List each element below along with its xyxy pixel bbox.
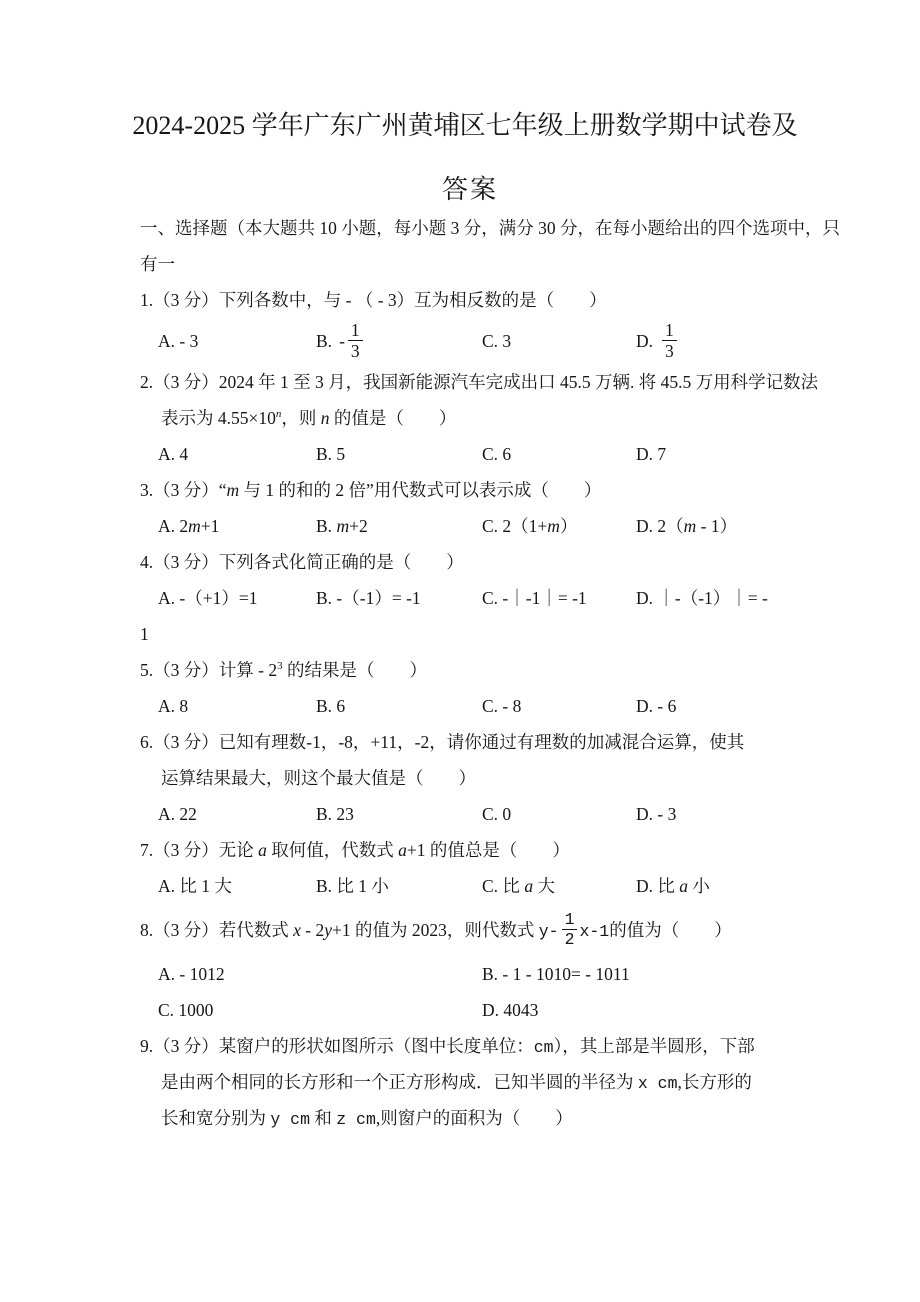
variable-y: y: [324, 920, 333, 940]
question-8-options-row-2: [140, 992, 800, 1028]
text-segment: ，则: [281, 408, 321, 428]
fraction-one-half: $\frac{1}{2}$: [562, 911, 578, 949]
document-title-line-1: 2024-2025 学年广东广州黄埔区七年级上册数学期中试卷及: [132, 111, 798, 140]
option-label: D.: [636, 331, 654, 351]
variable-x: x: [293, 920, 301, 940]
variable-a: a: [679, 876, 689, 896]
question-4-stem: 4.（3 分）下列各式化简正确的是（ ）: [140, 552, 464, 572]
fraction-one-third: $\frac{1}{3}$: [348, 321, 363, 361]
question-7-options: [140, 868, 800, 904]
text-segment: ），其上部是半圆形，下部: [553, 1036, 755, 1056]
question-7-stem: [140, 832, 800, 868]
measure-z-cm: z cm: [336, 1110, 376, 1129]
question-3-option-a: A. 2m+1: [158, 516, 220, 536]
question-6-option-d: D. - 3: [636, 804, 677, 824]
text-segment: +1 的值总是（ ）: [406, 840, 570, 860]
question-5-option-c: C. - 8: [482, 696, 522, 716]
text-segment: 与 1 的和的 2 倍”用代数式可以表示成（ ）: [239, 480, 602, 500]
question-6-option-c: C. 0: [482, 804, 512, 824]
question-6-options: [140, 796, 800, 832]
variable-n: n: [320, 408, 330, 428]
question-2-option-a: A. 4: [158, 444, 189, 464]
question-3-options: [140, 508, 800, 544]
question-9-stem-line-1: [140, 1028, 800, 1064]
text-segment: 的结果是（ ）: [282, 660, 427, 680]
text-segment: 7.（3 分）无论: [140, 840, 259, 860]
question-6-option-b: B. 23: [316, 804, 354, 824]
question-7-option-c: C. 比 a 大: [482, 876, 555, 896]
question-5-option-b: B. 6: [316, 696, 346, 716]
question-7-option-d: D. 比 a 小: [636, 876, 710, 896]
text-segment: 取何值，代数式: [266, 840, 399, 860]
text-segment: 5.（3 分）计算 - 2: [140, 660, 278, 680]
question-4-options: [140, 580, 800, 616]
question-5-stem: [140, 652, 800, 688]
question-9-stem-line-3: [140, 1100, 800, 1136]
variable-m: m: [336, 516, 350, 536]
text-segment: - 2: [300, 920, 325, 940]
question-7-option-a: A. 比 1 大: [158, 876, 232, 896]
text-segment: 长和宽分别为: [161, 1108, 271, 1128]
variable-y: y: [538, 922, 549, 941]
question-1-option-b: [316, 318, 365, 364]
question-2-options: [140, 436, 800, 472]
question-5-option-a: A. 8: [158, 696, 189, 716]
section-1-heading: 一、选择题（本大题共 10 小题，每小题 3 分，满分 30 分，在每小题给出的四个选项中，只: [140, 218, 840, 238]
question-1-option-d: [636, 318, 679, 364]
question-2-option-d: D. 7: [636, 444, 667, 464]
section-1-heading-continuation: 有一: [140, 254, 175, 274]
question-2-option-b: B. 5: [316, 444, 346, 464]
variable-m: m: [683, 516, 697, 536]
question-4-option-c: C. -｜-1｜= -1: [482, 588, 587, 608]
text-segment: ,长方形的: [677, 1072, 752, 1092]
question-8-option-b: B. - 1 - 1010= - 1011: [482, 964, 630, 984]
question-8-options-row-1: [140, 956, 800, 992]
question-6-stem-line-1: 6.（3 分）已知有理数-1，-8，+11，-2，请你通过有理数的加减混合运算，使其: [140, 732, 745, 752]
unit-cm: cm: [533, 1038, 554, 1057]
question-4-option-d: D. ｜-（-1）｜= -: [636, 588, 768, 608]
question-7-option-b: B. 比 1 小: [316, 876, 389, 896]
question-8-option-a: A. - 1012: [158, 964, 225, 984]
question-3-stem: [140, 472, 800, 508]
text-segment: +1 的值为 2023，则代数式: [332, 920, 539, 940]
expression-x-minus-1: x-1: [579, 922, 610, 941]
fraction-one-third: $\frac{1}{3}$: [662, 321, 677, 361]
exponent-3: 3: [277, 660, 283, 672]
text-segment: 表示为 4.55×10: [161, 408, 276, 428]
question-6-option-a: A. 22: [158, 804, 197, 824]
question-5-options: [140, 688, 800, 724]
text-segment: 3.（3 分）“: [140, 480, 227, 500]
variable-a: a: [258, 840, 267, 860]
question-1-option-a: A. - 3: [158, 331, 199, 351]
question-8-stem: [140, 904, 800, 956]
question-2-option-c: C. 6: [482, 444, 512, 464]
variable-a: a: [398, 840, 407, 860]
question-4-option-a: A. -（+1）=1: [158, 588, 258, 608]
text-segment: 是由两个相同的长方形和一个正方形构成．已知半圆的半径为: [161, 1072, 638, 1092]
question-2-stem-line-2: [140, 400, 800, 436]
question-1-stem: 1.（3 分）下列各数中，与 - （ - 3）互为相反数的是（ ）: [140, 290, 607, 310]
variable-m: m: [188, 516, 201, 536]
question-3-option-d: D. 2（m - 1）: [636, 516, 738, 536]
question-5-option-d: D. - 6: [636, 696, 677, 716]
variable-m: m: [547, 516, 560, 536]
minus-sign: -: [339, 331, 345, 351]
measure-x-cm: x cm: [637, 1074, 678, 1093]
text-segment: ,则窗户的面积为（ ）: [375, 1108, 573, 1128]
question-4-option-b: B. -（-1）= -1: [316, 588, 421, 608]
question-2-stem-line-1: 2.（3 分）2024 年 1 至 3 月，我国新能源汽车完成出口 45.5 万辆. 将 45.5 万用科学记数法: [140, 372, 819, 392]
question-6-stem-line-2: 运算结果最大，则这个最大值是（ ）: [161, 768, 476, 788]
question-1-option-c: C. 3: [482, 331, 512, 351]
option-label: B.: [316, 331, 333, 351]
question-4-option-d-continuation: 1: [140, 624, 149, 644]
question-8-option-d: D. 4043: [482, 1000, 539, 1020]
question-3-option-b: B. m+2: [316, 516, 368, 536]
variable-m: m: [226, 480, 240, 500]
text-segment: 和: [309, 1108, 337, 1128]
question-8-option-c: C. 1000: [158, 1000, 214, 1020]
question-3-option-c: C. 2（1+m）: [482, 516, 578, 536]
measure-y-cm: y cm: [270, 1110, 310, 1129]
exponent-n: n: [275, 408, 282, 420]
text-segment: 的值是（ ）: [329, 408, 457, 428]
question-1-options: [140, 318, 800, 364]
variable-a: a: [524, 876, 534, 896]
text-segment: 的值为（ ）: [609, 920, 732, 940]
document-title-line-2: 答案: [441, 175, 498, 204]
minus-sign: -: [548, 922, 559, 941]
question-9-stem-line-2: [140, 1064, 800, 1100]
text-segment: 9.（3 分）某窗户的形状如图所示（图中长度单位：: [140, 1036, 534, 1056]
text-segment: 8.（3 分）若代数式: [140, 920, 294, 940]
